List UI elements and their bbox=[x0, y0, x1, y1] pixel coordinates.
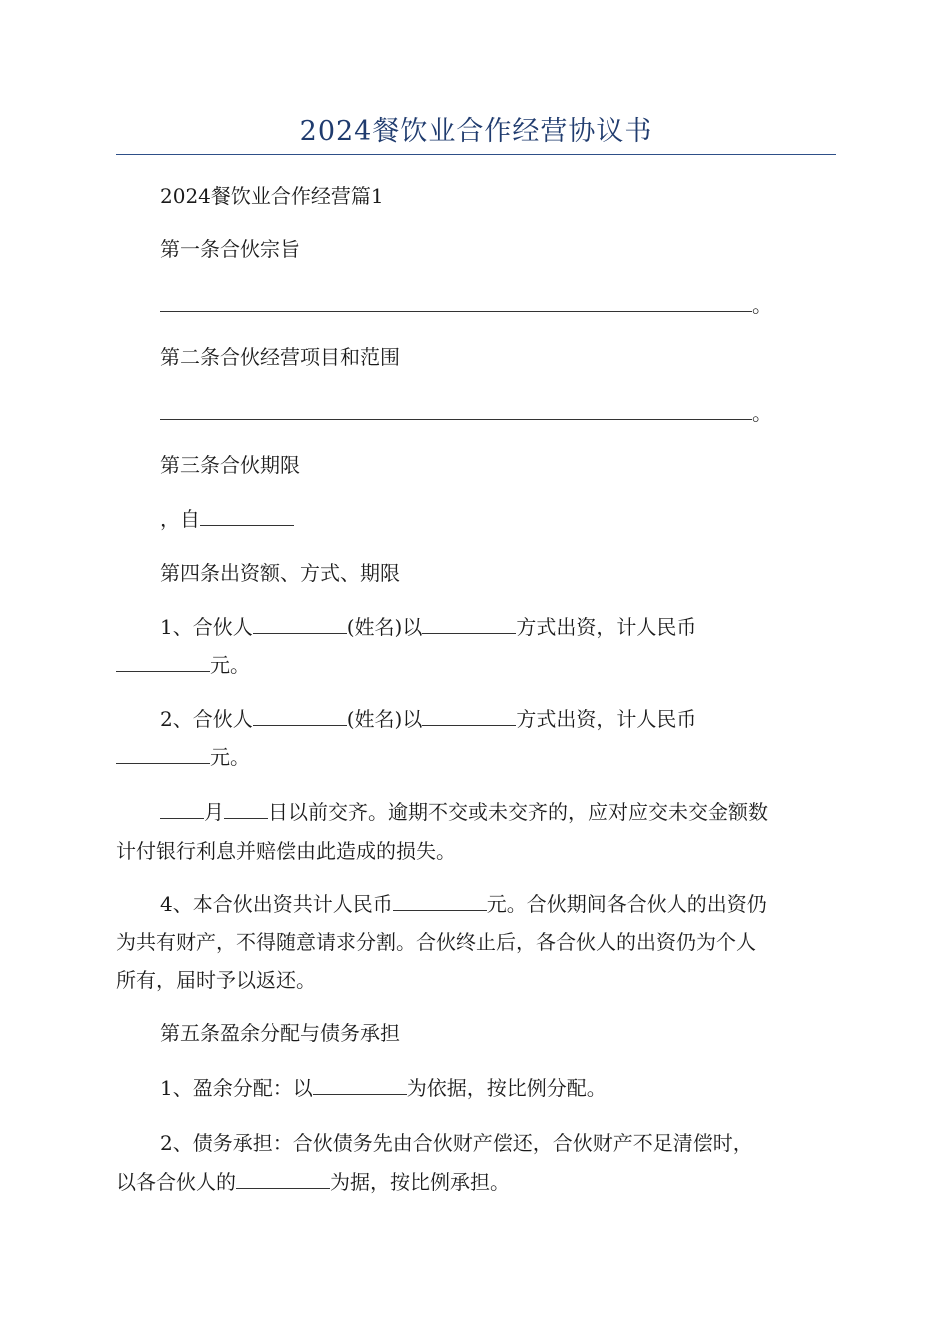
para-text: (姓名)以 bbox=[346, 615, 423, 639]
article-4-heading: 第四条出资额、方式、期限 bbox=[160, 561, 400, 585]
fill-blank bbox=[253, 615, 347, 634]
para-text: 4、本合伙出资共计人民币 bbox=[160, 892, 393, 916]
article-5-para-2-cont bbox=[116, 1163, 836, 1201]
para-text: 以各合伙人的 bbox=[116, 1170, 236, 1194]
article-5-para-1 bbox=[116, 1069, 836, 1107]
para-text: 元。 bbox=[210, 653, 250, 677]
article-1-body bbox=[116, 286, 836, 324]
fill-blank bbox=[253, 707, 347, 726]
fill-blank bbox=[160, 399, 752, 420]
fill-blank bbox=[393, 892, 487, 911]
para-text: 1、合伙人 bbox=[160, 615, 253, 639]
para-text: 方式出资，计人民币 bbox=[516, 615, 697, 639]
fill-blank bbox=[200, 507, 294, 526]
fill-blank bbox=[422, 707, 516, 726]
para-text: 为依据，按比例分配。 bbox=[406, 1076, 607, 1100]
para-text: 1、盈余分配：以 bbox=[160, 1076, 313, 1100]
fill-blank bbox=[116, 745, 210, 764]
para-text: 日以前交齐。逾期不交或未交齐的，应对应交未交金额数 bbox=[268, 800, 768, 824]
article-1-heading: 第一条合伙宗旨 bbox=[160, 237, 300, 261]
period: 。 bbox=[752, 401, 772, 425]
para-text: 元。合伙期间各合伙人的出资仍 bbox=[486, 892, 767, 916]
fill-blank bbox=[422, 615, 516, 634]
article-4-para-4-line-2: 为共有财产，不得随意请求分割。合伙终止后，各合伙人的出资仍为个人 bbox=[116, 930, 756, 954]
title-underline bbox=[116, 154, 836, 155]
document-title: 2024餐饮业合作经营协议书 bbox=[299, 116, 653, 147]
fill-blank bbox=[313, 1076, 407, 1095]
para-text: 月 bbox=[204, 800, 224, 824]
article-2-body bbox=[116, 394, 836, 432]
article-4-para-1 bbox=[116, 608, 836, 646]
article-4-para-2 bbox=[116, 700, 836, 738]
article-3-heading: 第三条合伙期限 bbox=[160, 453, 300, 477]
article-4-para-4 bbox=[116, 885, 836, 923]
para-text: 元。 bbox=[210, 745, 250, 769]
para-text: 方式出资，计人民币 bbox=[516, 707, 697, 731]
fill-blank bbox=[116, 653, 210, 672]
fill-blank bbox=[224, 800, 268, 819]
article-5-heading: 第五条盈余分配与债务承担 bbox=[160, 1021, 400, 1045]
article-4-para-1-cont bbox=[116, 646, 836, 684]
article-2-heading: 第二条合伙经营项目和范围 bbox=[160, 345, 400, 369]
article-4-para-2-cont bbox=[116, 738, 836, 776]
fill-blank bbox=[236, 1170, 330, 1189]
article-4-para-3-cont: 计付银行利息并赔偿由此造成的损失。 bbox=[116, 839, 456, 863]
from-text: ，自 bbox=[160, 507, 200, 531]
fill-blank bbox=[160, 800, 204, 819]
para-text: 为据，按比例承担。 bbox=[330, 1170, 510, 1194]
fill-blank bbox=[160, 291, 752, 312]
section-subtitle: 2024餐饮业合作经营篇1 bbox=[160, 184, 384, 208]
article-3-body bbox=[116, 500, 836, 538]
article-4-para-3 bbox=[116, 793, 836, 831]
period: 。 bbox=[752, 293, 772, 317]
para-text: (姓名)以 bbox=[346, 707, 423, 731]
para-text: 2、合伙人 bbox=[160, 707, 253, 731]
article-4-para-4-line-3: 所有，届时予以返还。 bbox=[116, 968, 316, 992]
article-5-para-2: 2、债务承担：合伙债务先由合伙财产偿还，合伙财产不足清偿时， bbox=[160, 1131, 753, 1155]
